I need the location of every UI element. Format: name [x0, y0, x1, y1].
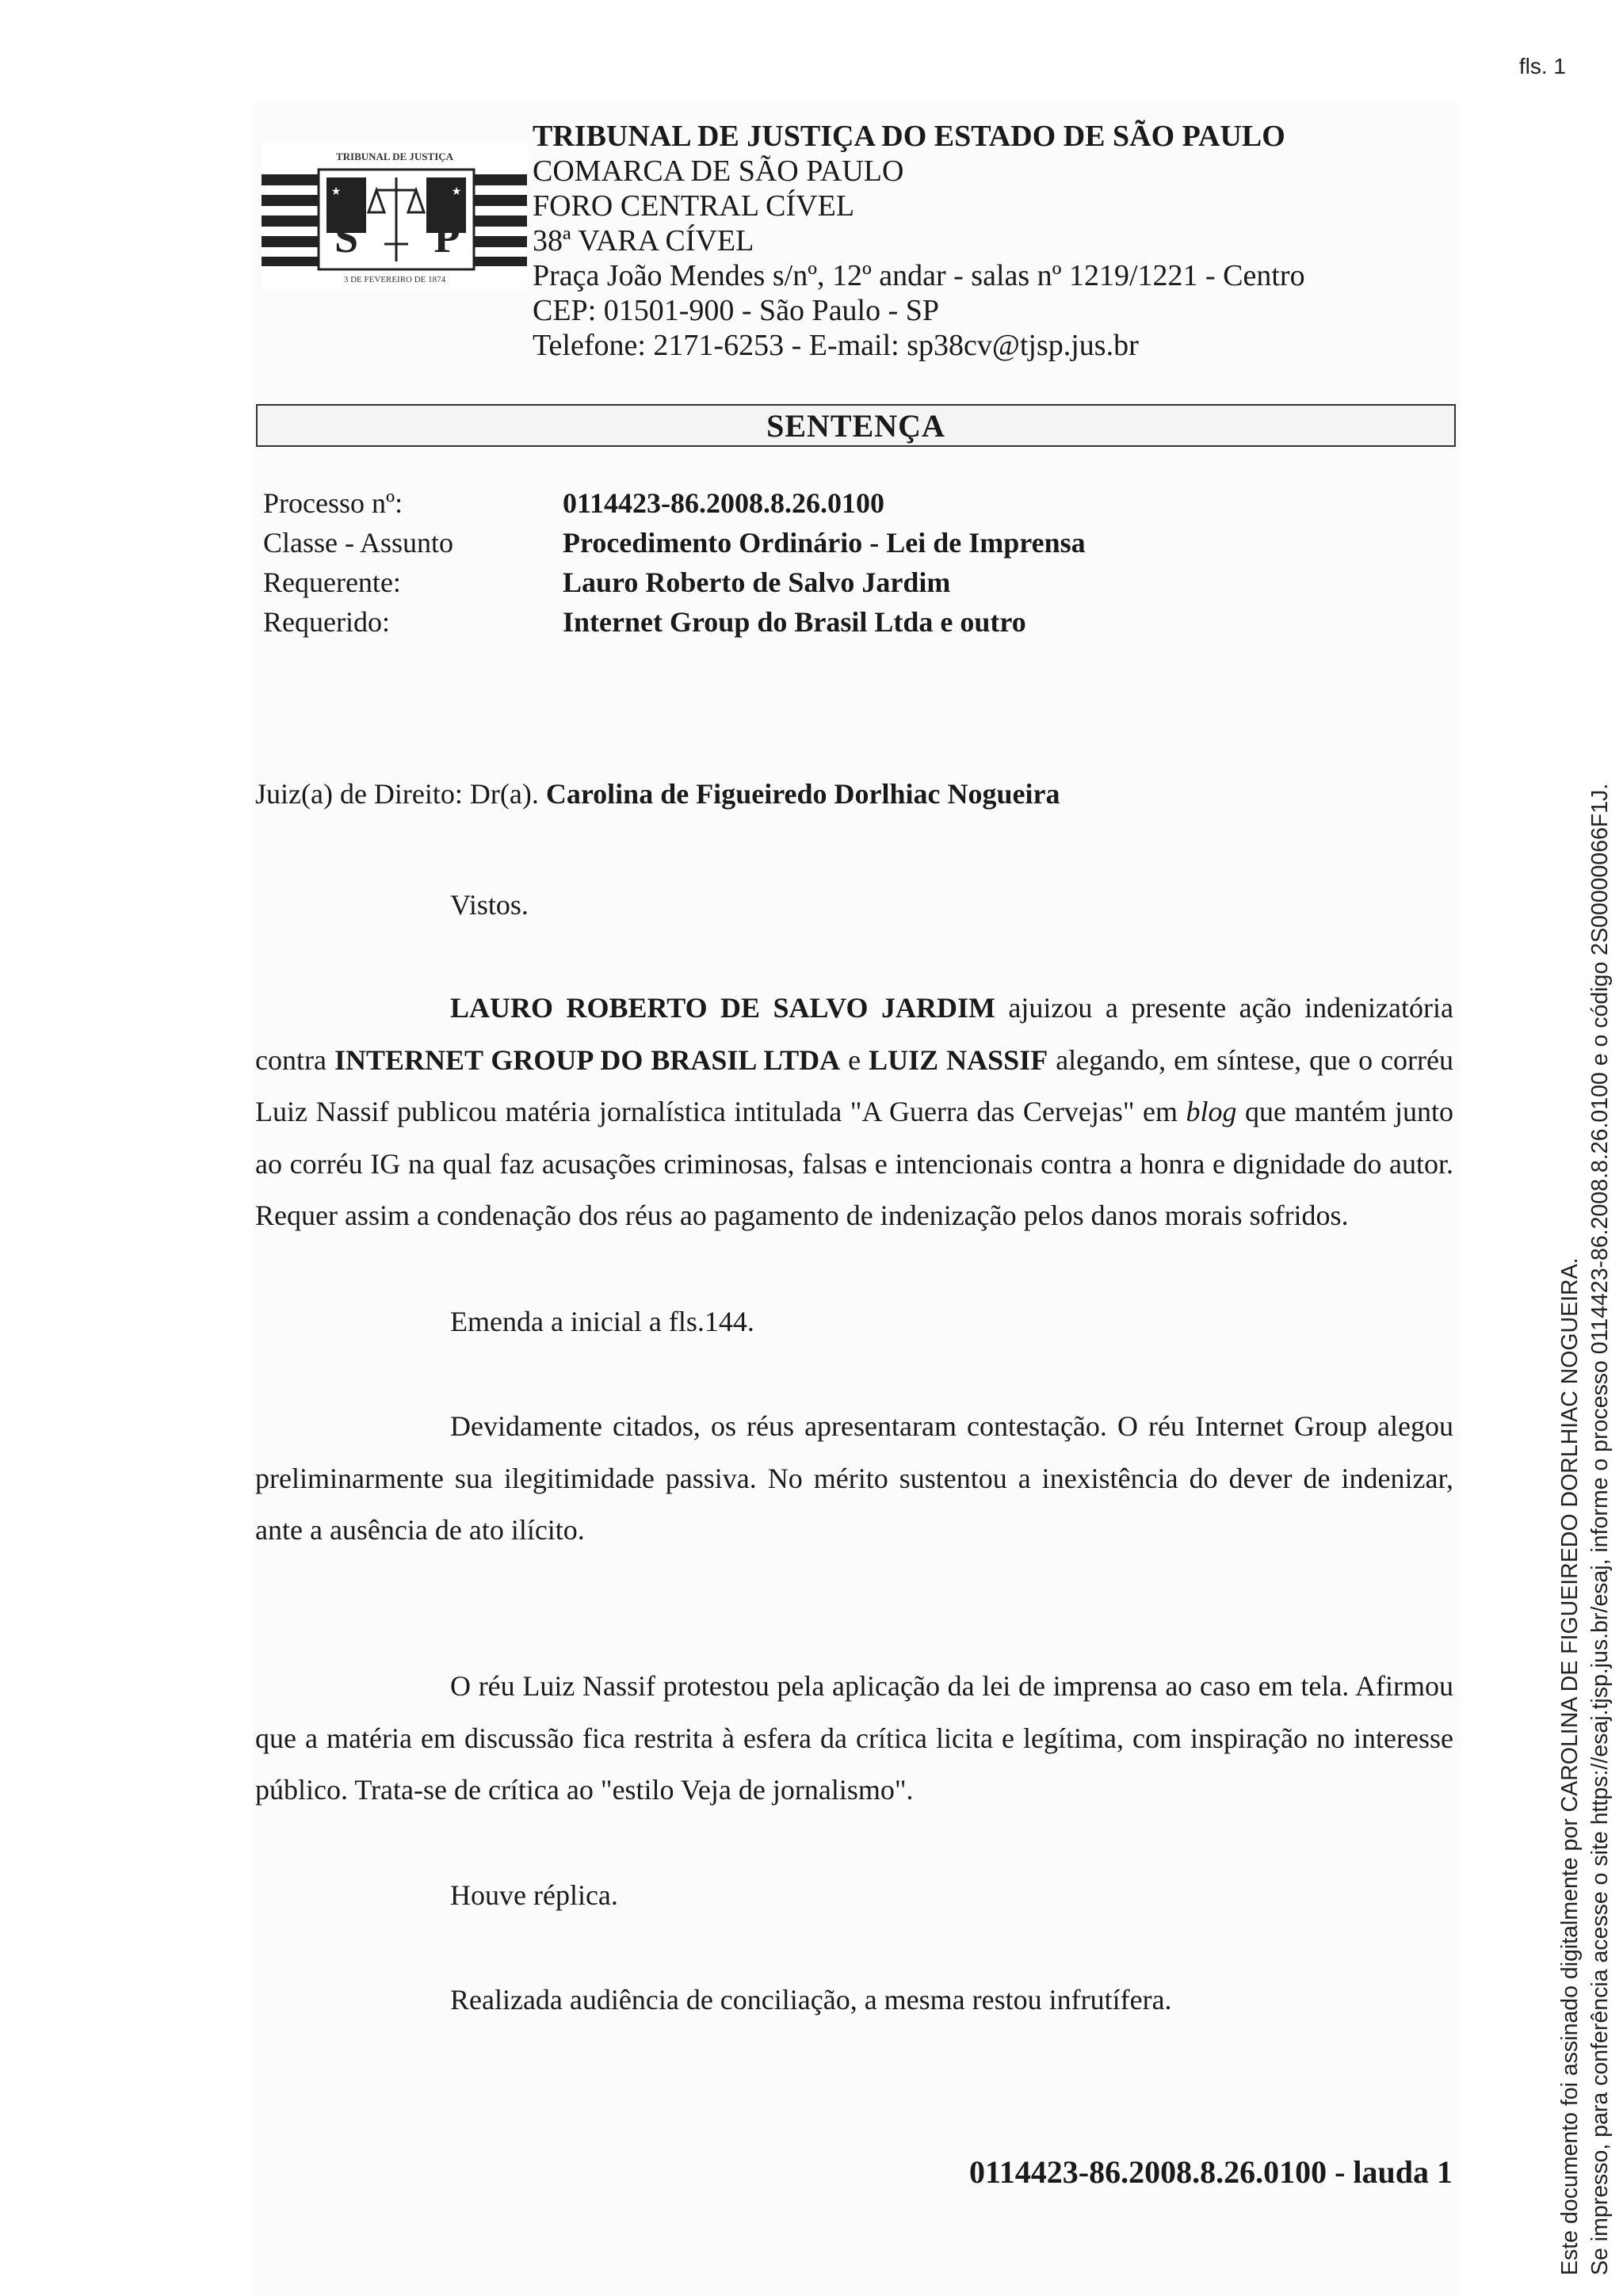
judge-name: Carolina de Figueiredo Dorlhiac Nogueira: [545, 778, 1060, 810]
svg-text:P: P: [433, 214, 460, 261]
signature-line-1: Este documento foi assinado digitalmente por CAROLINA DE FIGUEIREDO DORLHIAC NOGUEIRA.: [1557, 1257, 1583, 2275]
case-info-label: Requerente:: [263, 566, 401, 598]
address: Praça João Mendes s/nº, 12º andar - salas nº 1219/1221 - Centro: [533, 259, 1305, 292]
comarca: COMARCA DE SÃO PAULO: [533, 154, 904, 188]
cep: CEP: 01501-900 - São Paulo - SP: [533, 294, 940, 327]
paragraph-claim: [255, 982, 1453, 1242]
case-info-value: 0114423-86.2008.8.26.0100: [563, 487, 885, 519]
svg-text:3 DE FEVEREIRO DE 1874: 3 DE FEVEREIRO DE 1874: [343, 275, 446, 284]
case-info-label: Processo nº:: [263, 487, 403, 519]
paragraph-text: ajuizou a presente ação indenizatória contra: [255, 992, 1453, 1076]
page-number-label: fls. 1: [1518, 54, 1566, 78]
case-info-row: [263, 602, 1452, 642]
case-info-row: [263, 563, 1452, 602]
court-header: [533, 119, 1452, 363]
paragraph-vistos: Vistos.: [450, 889, 529, 921]
blog-word: blog: [1186, 1096, 1237, 1127]
defendant-2: LUIZ NASSIF: [869, 1043, 1048, 1076]
author-name: LAURO ROBERTO DE SALVO JARDIM: [450, 992, 995, 1024]
court-name: TRIBUNAL DE JUSTIÇA DO ESTADO DE SÃO PAULO: [533, 120, 1285, 153]
svg-text:S: S: [334, 214, 359, 261]
case-info-value: Lauro Roberto de Salvo Jardim: [563, 566, 951, 598]
case-info-label: Requerido:: [263, 606, 390, 638]
contact: Telefone: 2171-6253 - E-mail: sp38cv@tjsp.jus.br: [533, 329, 1139, 362]
defendant-1: INTERNET GROUP DO BRASIL LTDA: [334, 1043, 841, 1076]
paragraph-emenda: Emenda a inicial a fls.144.: [450, 1306, 754, 1337]
judge-label: Juiz(a) de Direito: Dr(a).: [255, 778, 539, 810]
paragraph-text: que mantém junto ao corréu IG na qual faz acusações criminosas, falsas e intencionais contra a honra e dignidade do autor. Requer assim a condenação dos réus ao pagamento de indenização pelos danos morais sofridos.: [255, 1096, 1453, 1231]
paragraph-audiencia: Realizada audiência de conciliação, a mesma restou infrutífera.: [450, 1984, 1172, 2016]
case-info-label: Classe - Assunto: [263, 527, 454, 559]
paragraph-text: alegando, em síntese, que o corréu Luiz Nassif publicou matéria jornalística intitulada "A Guerra das Cervejas" em: [255, 1043, 1454, 1127]
case-info-row: [263, 523, 1452, 563]
svg-text:★: ★: [330, 186, 342, 198]
page-footer: 0114423-86.2008.8.26.0100 - lauda 1: [968, 2154, 1453, 2190]
svg-text:★: ★: [451, 186, 462, 198]
foro: FORO CENTRAL CÍVEL: [533, 189, 855, 223]
paragraph-contestacao: Devidamente citados, os réus apresentaram contestação. O réu Internet Group alegou preliminarmente sua ilegitimidade passiva. No mérito sustentou a inexistência do dever de indenizar, ante a ausência de ato ilícito.: [255, 1410, 1453, 1546]
paragraph-text: e: [840, 1043, 869, 1076]
judge-line: [255, 776, 1460, 811]
case-info: [263, 483, 1452, 642]
paragraph-replica: Houve réplica.: [450, 1879, 618, 1911]
digital-signature-note: [1555, 784, 1615, 2275]
paragraph-nassif: O réu Luiz Nassif protestou pela aplicação da lei de imprensa ao caso em tela. Afirmou que a matéria em discussão fica restrita à esfera da crítica licita e legítima, com inspiração no interesse público. Trata-se de crítica ao "estilo Veja de jornalismo".: [255, 1670, 1453, 1806]
document-title: SENTENÇA: [256, 404, 1456, 447]
case-info-value: Procedimento Ordinário - Lei de Imprensa: [563, 527, 1086, 559]
signature-line-2: Se impresso, para conferência acesse o site https://esaj.tjsp.jus.br/esaj, informe o processo 0114423-86.2008.8.26.0100 e o código 2S00000066F1J.: [1587, 783, 1613, 2275]
svg-text:TRIBUNAL DE JUSTIÇA: TRIBUNAL DE JUSTIÇA: [335, 151, 454, 162]
tjsp-logo: [262, 143, 527, 289]
case-info-row: [263, 483, 1452, 523]
vara: 38ª VARA CÍVEL: [533, 224, 754, 257]
case-info-value: Internet Group do Brasil Ltda e outro: [563, 606, 1026, 638]
